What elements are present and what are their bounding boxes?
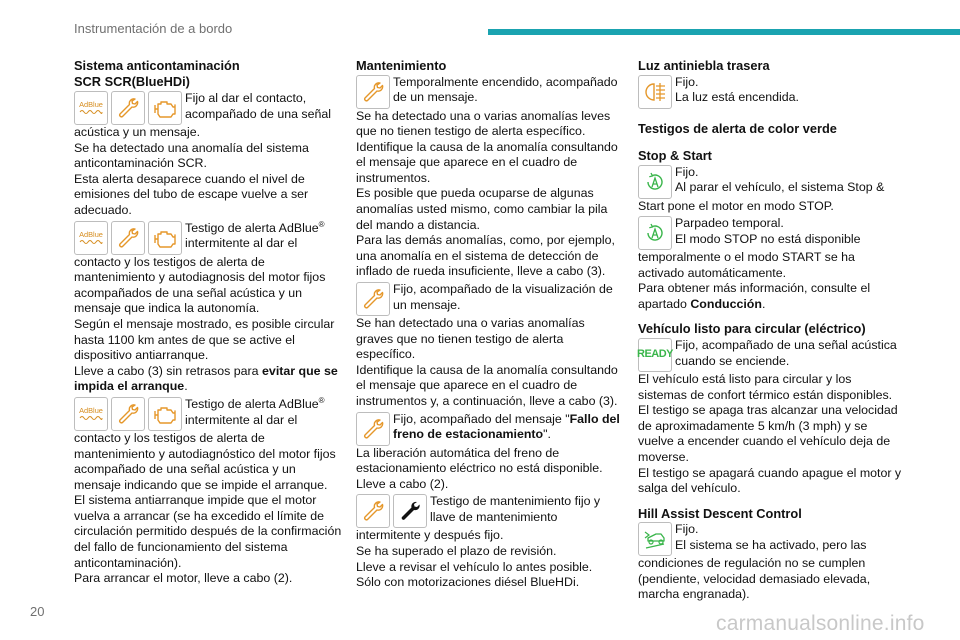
wrench-icon: [111, 397, 145, 431]
column-scr-system: Sistema anticontaminación SCR SCR(BlueHDi) AdBlue Fijo al dar el contacto, acompañado de una señal acústica y un mensaje. Se ha detectado una anomalía del sistema anticontaminación SCR. Esta alerta desaparece cuando el nivel de emisiones del tubo de escape vuelve a ser adecuado. AdBlue Testigo de alerta AdBlue® intermitente al dar el contacto y los testigos de alerta de mantenimiento y autodiagnosis del motor fijos acompañados de una señal acústica y un mensaje que indica la autonomía. Según el mensaje mostrado, es posible circular hasta 1100 km antes de que se active el dispositivo antiarranque. Lleve a cabo (3) sin retrasos para evitar que se impida el arranque. AdBlue Testigo de alerta AdBlue® intermitente al dar el contacto y los testigos de alerta de mantenimiento y autodiagnóstico del motor fijos acompañado de una señal acústica y un mensaje indicando que se impide el arranque. El sistema antiarranque impide que el motor vuelva a arrancar (se ha excedido el límite de circulación permitido después de la confirmación del fallo de funcionamiento del sistema anticontaminación). Para arrancar el motor, lleve a cabo (2).: [74, 58, 342, 586]
indicator-entry-rear-fog: Fijo. La luz está encendida.: [638, 75, 903, 109]
section-title-stop-start: Stop & Start: [638, 148, 712, 163]
rear-fog-light-icon: [638, 75, 672, 109]
wrench-icon: [356, 75, 390, 109]
service-key-icon: [393, 494, 427, 528]
wrench-icon: [356, 494, 390, 528]
indicator-entry-hill-descent: Fijo. El sistema se ha activado, pero las: [638, 522, 903, 556]
section-title-scr: Sistema anticontaminación SCR SCR(BlueHDi): [74, 58, 240, 89]
wrench-icon: [356, 412, 390, 446]
hill-descent-icon: [638, 522, 672, 556]
wrench-icon: [111, 91, 145, 125]
warning-entry-adblue-fixed: AdBlue Fijo al dar el contacto, acompañado de una señal: [74, 91, 342, 125]
indicator-entry-stop-start-flashing: Parpadeo temporal. El modo STOP no está disponible: [638, 216, 903, 250]
warning-entry-maintenance-fixed: Fijo, acompañado de la visualización de un mensaje.: [356, 282, 621, 316]
adblue-icon: AdBlue: [74, 397, 108, 431]
header-title: Instrumentación de a bordo: [74, 21, 233, 36]
engine-icon: [148, 221, 182, 255]
engine-icon: [148, 91, 182, 125]
warning-entry-service-overdue: Testigo de mantenimiento fijo y llave de mantenimiento: [356, 494, 621, 528]
section-title-green-warnings: Testigos de alerta de color verde: [638, 120, 837, 136]
column-maintenance: Mantenimiento Temporalmente encendido, acompañado de un mensaje. Se ha detectado una o varias anomalías leves que no tienen testigo de alerta específico. Identifique la causa de la anomalía consultando el mensaje que aparece en el cuadro de instrumentos. Es posible que pueda ocuparse de algunas anomalías usted mismo, como cambiar la pila del mando a distancia. Para las demás anomalías, como, por ejemplo, una anomalía en el sistema de detección de inflado de rueda insuficiente, lleve a cabo (3). Fijo, acompañado de la visualización de un mensaje. Se han detectado una o varias anomalías graves que no tienen testigo de alerta específico. Identifique la causa de la anomalía consultando el mensaje que aparece en el cuadro de instrumentos y, a continuación, lleve a cabo (3). Fijo, acompañado del mensaje "Fallo del freno de estacionamiento". La liberación automática del freno de estacionamiento eléctrico no está disponible. Lleve a cabo (2). Testigo de mantenimiento fijo y llave de mantenimiento intermitente y después fijo. Se ha superado el plazo de revisión. Lleve a revisar el vehículo lo antes posible. Sólo con motorizaciones diésel BlueHDi.: [356, 58, 620, 590]
indicator-entry-ready: READY Fijo, acompañado de una señal acústica cuando se enciende.: [638, 338, 903, 372]
section-title-maintenance: Mantenimiento: [356, 58, 447, 73]
ready-icon: READY: [638, 338, 672, 372]
wrench-icon: [111, 221, 145, 255]
stop-start-icon: [638, 216, 672, 250]
indicator-entry-stop-start-fixed: Fijo. Al parar el vehículo, el sistema Stop &: [638, 165, 903, 199]
engine-icon: [148, 397, 182, 431]
page-number: 20: [30, 604, 45, 619]
wrench-icon: [356, 282, 390, 316]
watermark: carmanualsonline.info: [716, 612, 925, 635]
warning-entry-parking-brake-fault: Fijo, acompañado del mensaje "Fallo del freno de estacionamiento".: [356, 412, 621, 446]
warning-entry-maintenance-temporary: Temporalmente encendido, acompañado de un mensaje.: [356, 75, 621, 109]
section-title-ready: Vehículo listo para circular (eléctrico): [638, 321, 866, 337]
column-lights-green-warnings: Luz antiniebla trasera Fijo. La luz está encendida. Testigos de alerta de color verde Stop & Start Fijo. Al parar el vehículo, el sistema Stop & Start pone el motor en modo STOP. Parpadeo temporal. El modo STOP no está disponible temporalmente o el modo START se ha activado automáticamente. Para obtener más información, consulte el apartado Conducción. Vehículo listo para circular (eléctrico) READY Fijo, acompañado de una señal acústica cuando se enciende. El vehículo está listo para circular y los sistemas de confort térmico están disponibles. El testigo se apaga tras alcanzar una velocidad de aproximadamente 5 km/h (3 mph) y se vuelve a encender cuando el vehículo deja de moverse. El testigo se apagará cuando apague el motor y salga del vehículo. Hill Assist Descent Control Fijo. El sistema se ha activado, pero las condiciones de regulación no se cumplen (pendiente, velocidad demasiado elevada, marcha engranada).: [637, 58, 902, 602]
stop-start-icon: [638, 165, 672, 199]
adblue-icon: AdBlue: [74, 221, 108, 255]
warning-entry-adblue-autonomy: AdBlue Testigo de alerta AdBlue® intermitente al dar el: [74, 221, 342, 255]
warning-entry-adblue-start-prevented: AdBlue Testigo de alerta AdBlue® intermitente al dar el: [74, 397, 342, 431]
section-title-rear-fog: Luz antiniebla trasera: [638, 58, 770, 73]
header-accent-bar: [488, 29, 960, 35]
adblue-icon: AdBlue: [74, 91, 108, 125]
section-title-hill-descent: Hill Assist Descent Control: [638, 505, 802, 521]
